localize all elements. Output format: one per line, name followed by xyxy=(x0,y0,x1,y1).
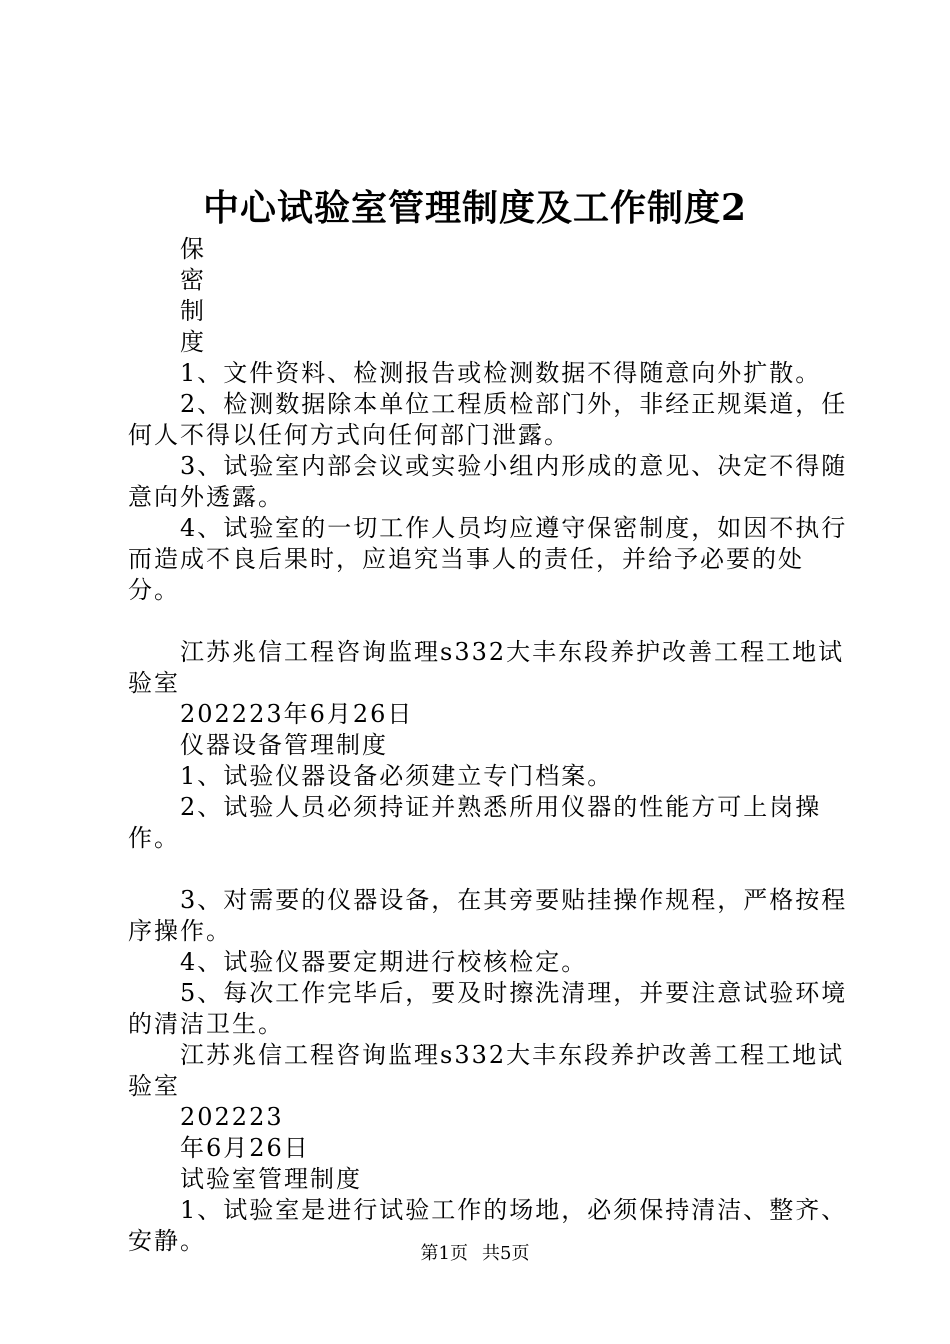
page-number: 第1页 xyxy=(420,1243,468,1264)
paragraph-gap xyxy=(128,854,850,885)
equipment-signature: 江苏兆信工程咨询监理s332大丰东段养护改善工程工地试验室 xyxy=(128,1041,845,1100)
equipment-date-rest: 年6月26日 xyxy=(180,1134,310,1162)
equipment-heading: 仪器设备管理制度 xyxy=(180,731,388,759)
confidentiality-heading-char: 制 xyxy=(180,297,206,325)
confidentiality-signature: 江苏兆信工程咨询监理s332大丰东段养护改善工程工地试验室 xyxy=(128,638,845,697)
paragraph-gap xyxy=(128,606,850,637)
confidentiality-date: 202223年6月26日 xyxy=(180,700,414,728)
confidentiality-item: 1、文件资料、检测报告或检测数据不得随意向外扩散。 xyxy=(180,359,822,387)
confidentiality-item: 4、试验室的一切工作人员均应遵守保密制度，如因不执行而造成不良后果时，应追究当事人的责任，并给予必要的处分。 xyxy=(128,514,848,604)
equipment-item: 2、试验人员必须持证并熟悉所用仪器的性能方可上岗操作。 xyxy=(128,793,822,852)
confidentiality-heading-char: 度 xyxy=(180,328,206,356)
equipment-date-year: 202223 xyxy=(180,1103,284,1131)
confidentiality-item: 2、检测数据除本单位工程质检部门外，非经正规渠道，任何人不得以任何方式向任何部门泄露。 xyxy=(128,390,848,449)
lab-item: 1、试验室是进行试验工作的场地，必须保持清洁、整齐、安静。 xyxy=(128,1196,848,1255)
page-footer xyxy=(0,1242,950,1266)
equipment-item: 5、每次工作完毕后，要及时擦洗清理，并要注意试验环境的清洁卫生。 xyxy=(128,979,848,1038)
confidentiality-heading-char: 保 xyxy=(180,235,206,263)
lab-heading: 试验室管理制度 xyxy=(180,1165,362,1193)
document-body xyxy=(128,234,850,1257)
document-title: 中心试验室管理制度及工作制度2 xyxy=(202,187,748,229)
equipment-item: 3、对需要的仪器设备，在其旁要贴挂操作规程，严格按程序操作。 xyxy=(128,886,848,945)
equipment-item: 1、试验仪器设备必须建立专门档案。 xyxy=(180,762,614,790)
equipment-item: 4、试验仪器要定期进行校核检定。 xyxy=(180,948,588,976)
page-total: 共5页 xyxy=(482,1243,530,1264)
confidentiality-item: 3、试验室内部会议或实验小组内形成的意见、决定不得随意向外透露。 xyxy=(128,452,848,511)
confidentiality-heading-char: 密 xyxy=(180,266,206,294)
